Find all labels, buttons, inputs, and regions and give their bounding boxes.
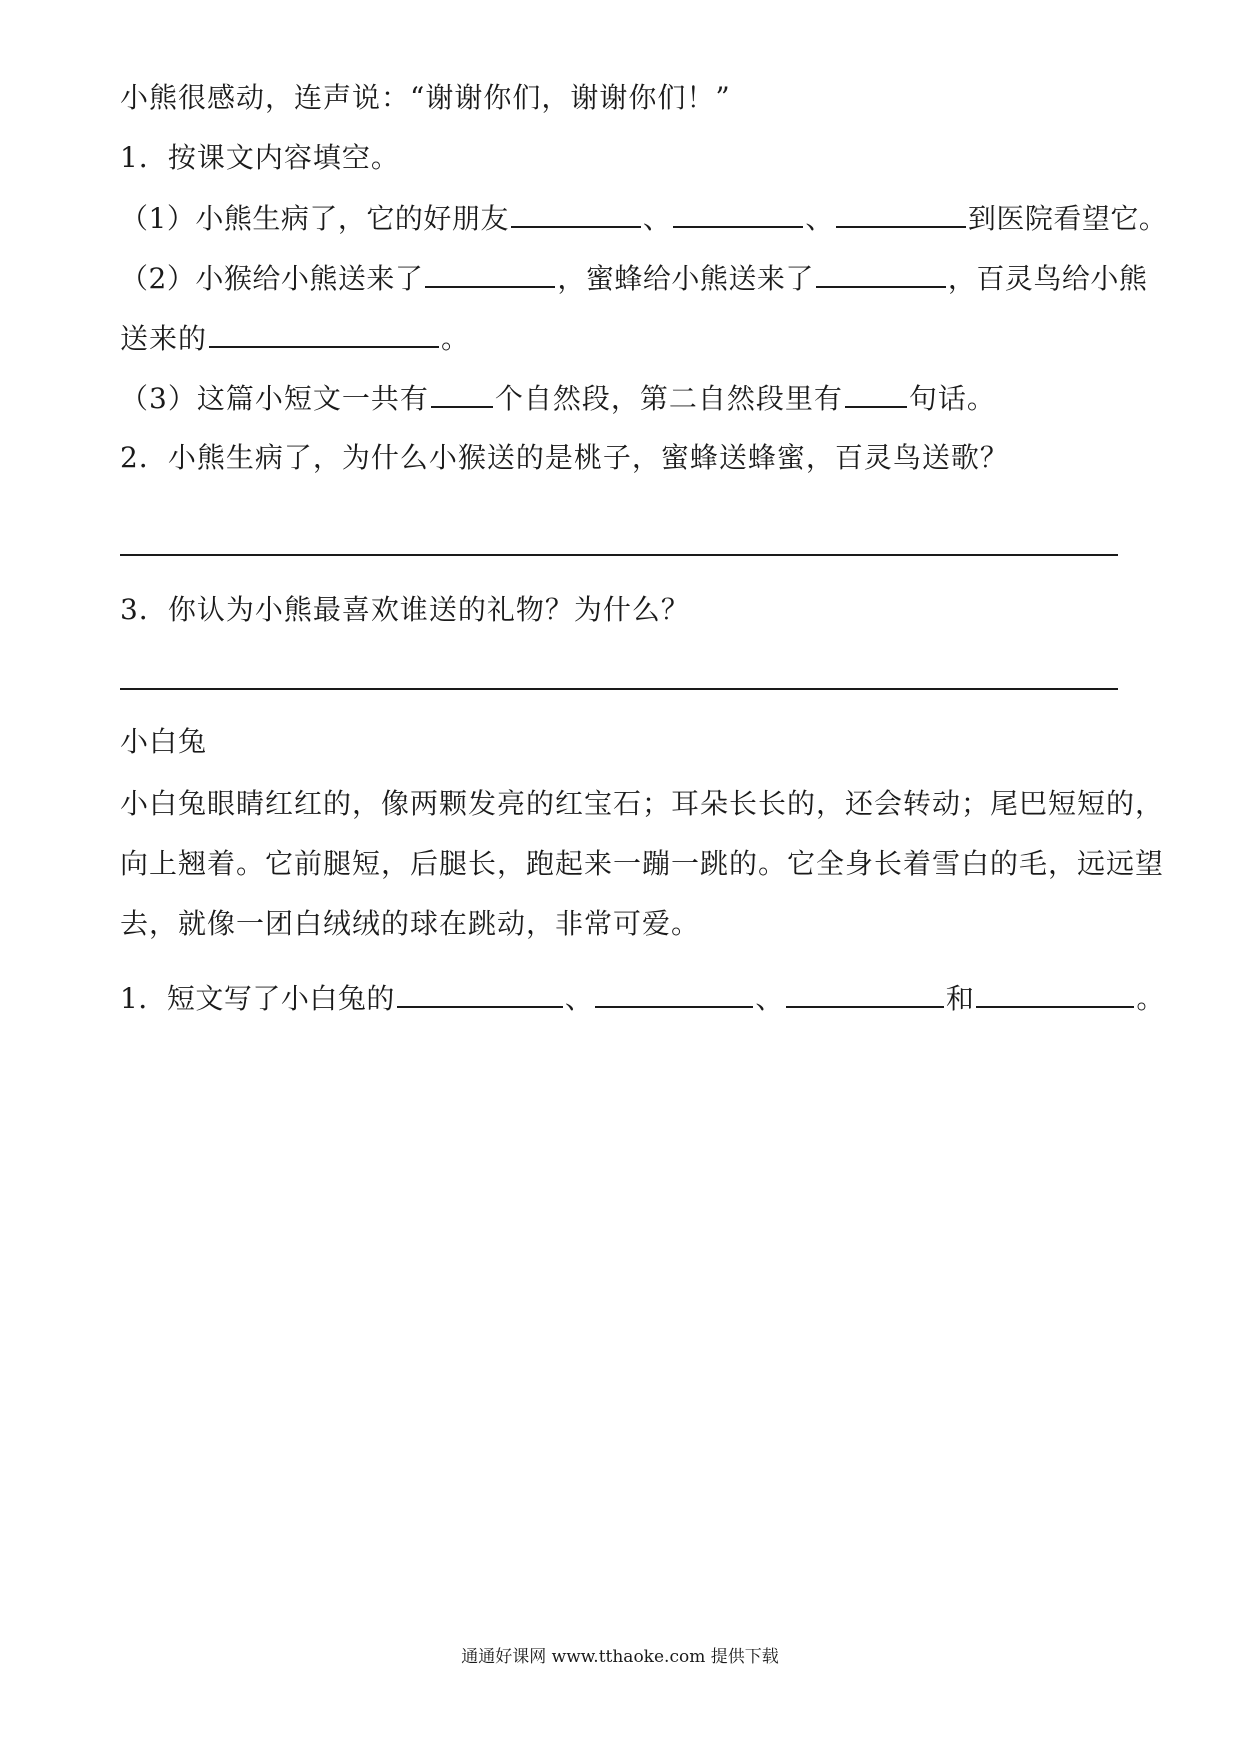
question-1-3 xyxy=(120,378,996,419)
fill-blank[interactable] xyxy=(836,198,966,228)
question-2: 2．小熊生病了，为什么小猴送的是桃子，蜜蜂送蜂蜜，百灵鸟送歌？ xyxy=(120,441,1009,474)
fill-blank[interactable] xyxy=(425,258,555,288)
passage-title: 小白兔 xyxy=(120,725,208,758)
question-1-2-text: （2）小猴给小熊送来了 xyxy=(120,262,424,295)
fill-blank[interactable] xyxy=(511,198,641,228)
question-1-3-text: （3）这篇小短文一共有 xyxy=(120,382,429,415)
separator: 、 xyxy=(642,202,672,235)
period: 。 xyxy=(441,322,471,355)
question-1-1-text: （1）小熊生病了，它的好朋友 xyxy=(120,202,509,235)
passage-line-1: 小白兔眼睛红红的，像两颗发亮的红宝石；耳朵长长的，还会转动；尾巴短短的， xyxy=(120,787,1165,820)
story-closing-line: 小熊很感动，连声说：“谢谢你们，谢谢你们！” xyxy=(120,81,731,114)
fill-blank[interactable] xyxy=(816,258,946,288)
question-1-2-text-d: 送来的 xyxy=(120,322,208,355)
fill-blank[interactable] xyxy=(673,198,803,228)
footer-credit: 通通好课网 www.tthaoke.com 提供下载 xyxy=(461,1647,779,1667)
fill-blank[interactable] xyxy=(976,978,1134,1008)
passage-line-3: 去，就像一团白绒绒的球在跳动，非常可爱。 xyxy=(120,907,701,940)
question-1-2-text-b: ，蜜蜂给小熊送来了 xyxy=(557,262,814,295)
conjunction: 和 xyxy=(945,982,975,1015)
fill-blank[interactable] xyxy=(595,978,753,1008)
question-1-3-ending: 句话。 xyxy=(908,382,996,415)
question-1-2-continued xyxy=(120,318,470,359)
question-1-heading: 1．按课文内容填空。 xyxy=(120,141,400,174)
separator: 、 xyxy=(755,982,784,1015)
answer-line-q2[interactable] xyxy=(120,554,1118,556)
question-4 xyxy=(120,978,1165,1019)
fill-blank[interactable] xyxy=(845,378,907,408)
question-1-1 xyxy=(120,198,1167,239)
question-1-1-ending: 到医院看望它。 xyxy=(967,202,1168,235)
period: 。 xyxy=(1136,982,1165,1015)
question-1-2-text-c: ，百灵鸟给小熊 xyxy=(947,262,1148,295)
question-1-3-text-b: 个自然段，第二自然段里有 xyxy=(494,382,843,415)
separator: 、 xyxy=(805,202,834,235)
question-1-2 xyxy=(120,258,1147,299)
fill-blank[interactable] xyxy=(431,378,493,408)
question-4-text: 1．短文写了小白兔的 xyxy=(120,982,395,1015)
question-3: 3．你认为小熊最喜欢谁送的礼物？为什么？ xyxy=(120,593,690,626)
fill-blank[interactable] xyxy=(397,978,563,1008)
fill-blank[interactable] xyxy=(209,318,439,348)
answer-line-q3[interactable] xyxy=(120,688,1118,690)
separator: 、 xyxy=(564,982,594,1015)
fill-blank[interactable] xyxy=(786,978,944,1008)
passage-line-2: 向上翘着。它前腿短，后腿长，跑起来一蹦一跳的。它全身长着雪白的毛，远远望 xyxy=(120,847,1165,880)
